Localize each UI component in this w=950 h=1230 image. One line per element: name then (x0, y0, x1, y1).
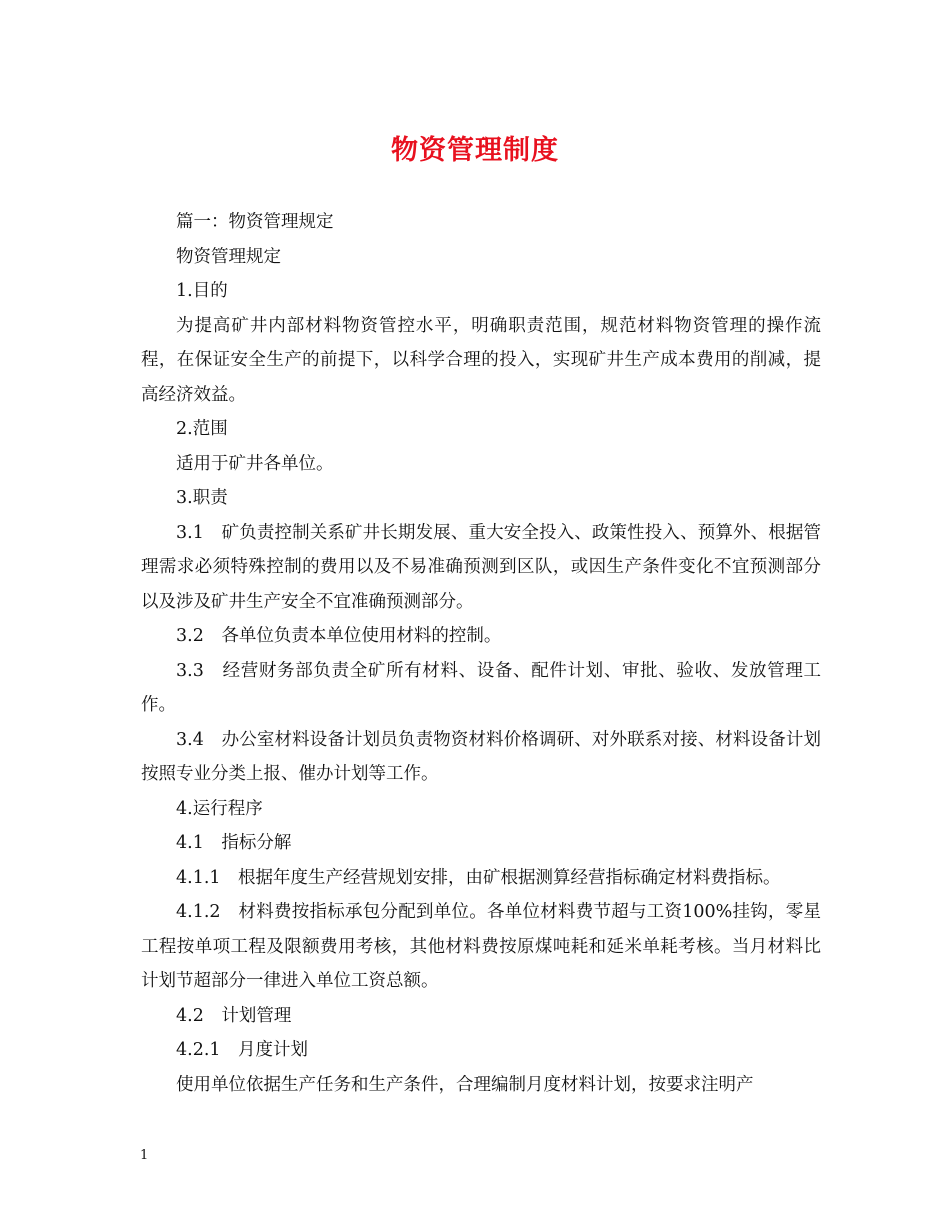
paragraph: 3.职责 (176, 488, 228, 508)
paragraph: 4.1.2 材料费按指标承包分配到单位。各单位材料费节超与工资100%挂钩，零星工程按单项工程及限额费用考核，其他材料费按原煤吨耗和延米单耗考核。当月材料比计划节超部分一律进入单位工资总额。 (141, 902, 821, 991)
document-title: 物资管理制度 (391, 135, 559, 166)
paragraph: 2.范围 (176, 419, 228, 439)
paragraph: 1.目的 (176, 281, 228, 301)
document-body (141, 205, 821, 1102)
page-number: 1 (140, 1148, 149, 1163)
paragraph: 4.2.1 月度计划 (176, 1040, 309, 1060)
paragraph: 4.1 指标分解 (176, 833, 292, 853)
paragraph: 3.2 各单位负责本单位使用材料的控制。 (176, 626, 502, 646)
paragraph: 4.运行程序 (176, 798, 263, 819)
paragraph: 3.4 办公室材料设备计划员负责物资材料价格调研、对外联系对接、材料设备计划按照专业分类上报、催办计划等工作。 (141, 729, 821, 784)
paragraph: 4.2 计划管理 (176, 1005, 292, 1026)
paragraph: 为提高矿井内部材料物资管控水平，明确职责范围，规范材料物资管理的操作流程，在保证安全生产的前提下，以科学合理的投入，实现矿井生产成本费用的削减，提高经济效益。 (141, 315, 821, 405)
paragraph: 篇一：物资管理规定 (176, 212, 334, 232)
paragraph: 4.1.1 根据年度生产经营规划安排，由矿根据测算经营指标确定材料费指标。 (176, 867, 781, 888)
paragraph: 使用单位依据生产任务和生产条件，合理编制月度材料计划，按要求注明产 (176, 1074, 754, 1095)
paragraph: 物资管理规定 (176, 246, 281, 267)
paragraph: 适用于矿井各单位。 (176, 453, 334, 474)
paragraph: 3.3 经营财务部负责全矿所有材料、设备、配件计划、审批、验收、发放管理工作。 (141, 660, 821, 715)
paragraph: 3.1 矿负责控制关系矿井长期发展、重大安全投入、政策性投入、预算外、根据管理需求必须特殊控制的费用以及不易准确预测到区队，或因生产条件变化不宜预测部分以及涉及矿井生产安全不宜准确预测部分。 (141, 522, 821, 612)
